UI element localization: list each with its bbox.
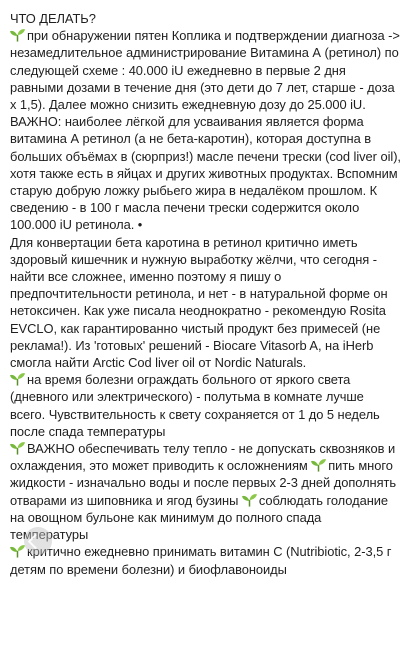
list-item-text: соблюдать голодание на овощном бульоне как минимум до полного спада температуры: [10, 492, 389, 543]
list-item-text: на время болезни ограждать больного от яркого света (дневного или электрического) - полутьма в комнате лучше всего. Чувствительность к свету сохраняется от 1 до 5 недель после спада температуры: [10, 372, 380, 439]
list-item-text: пить много жидкости - изначально воды и после первых 2-3 дней дополнять отварами из шиповника и ягод бузины: [10, 458, 397, 508]
post-text: [10, 10, 401, 578]
seedling-icon: [10, 544, 25, 558]
list-item: [10, 371, 401, 440]
paragraph-conversion: Для конвертации бета каротина в ретинол критично иметь здоровый кишечник и нужную выработку жёлчи, что сегодня - найти все сложнее, именно поэтому я пишу о предпочтительности ретинола, и нет - в натуральной форме он нетоксичен. Как уже писала неоднократно - рекомендую Rosita EVCLO, как гарантированно чистый продукт без примесей (не реклама!). Из 'готовых' решений - Biocare Vitasorb A, на iHerb смогла найти Arctic Cod liver oil от Nordic Naturals.: [10, 234, 388, 371]
list-item-text: при обнаружении пятен Коплика и подтверждении диагноза -> незамедлительное администрирование Витамина А (ретинол) по следующей схеме : 40.000 iU ежедневно в первые 2 дня равными дозами в течение дня (это дети до 7 лет, старше - доза х 1,5). Далее можно снизить ежедневную дозу до 25.000 iU. ВАЖНО: наиболее лёгкой для усваивания является форма витамина А ретинол (а не бета-каротин), которая доступна в больших объёмах в (сюрприз!) масле печени трески (cod liver oil), хотя также есть в яйцах и других животных продуктах. Вспомним старую добрую ложку рыбьего жира в недалёком прошлом. К сведению - в 100 г масла печени трески содержится около 100.000 iU ретинола. •: [10, 28, 401, 233]
list-item: [10, 543, 401, 577]
seedling-icon: [10, 28, 25, 42]
seedling-icon: [311, 458, 326, 472]
seedling-icon: [242, 493, 257, 507]
list-item-text: критично ежедневно принимать витамин С (Nutribiotic, 2-3,5 г детям по времени болезни) и биофлавоноиды: [10, 544, 392, 577]
list-item: [10, 440, 401, 543]
list-item-text: ВАЖНО обеспечивать телу тепло - не допускать сквозняков и охлаждения, это может приводить к осложнениям: [10, 441, 396, 474]
scroll-handle-icon[interactable]: [24, 527, 52, 555]
post-heading: ЧТО ДЕЛАТЬ?: [10, 11, 96, 26]
seedling-icon: [10, 372, 25, 386]
seedling-icon: [10, 441, 25, 455]
list-item: [10, 27, 401, 233]
